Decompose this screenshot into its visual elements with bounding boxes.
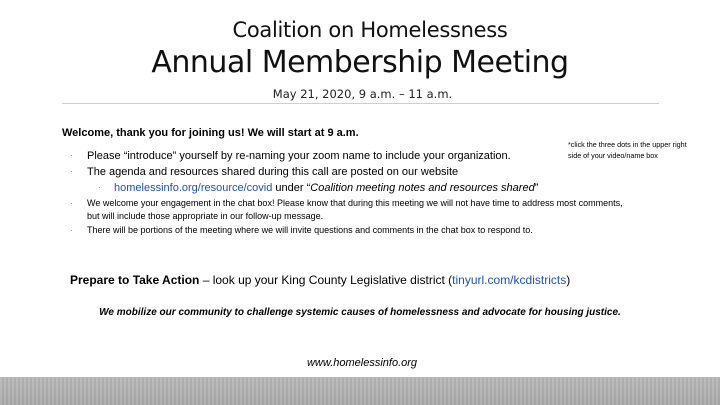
footer-texture — [0, 377, 720, 405]
action-close: ) — [566, 273, 571, 287]
list-item-text: There will be portions of the meeting where we will invite questions and comments in the chat box to respond to. — [87, 225, 533, 235]
action-text: – look up your King County Legislative district ( — [199, 273, 453, 287]
subitem-text: under “ — [272, 182, 311, 194]
mission-statement: We mobilize our community to challenge systemic causes of homelessness and advocate for housing justice. — [99, 307, 621, 318]
list-item-text: We welcome your engagement in the chat box! Please know that during this meeting we will not have time to address most comments, but will include those appropriate in our follow-up message. — [87, 198, 623, 221]
bullet-icon: · — [70, 226, 73, 235]
page-title: Annual Membership Meeting — [151, 45, 569, 80]
welcome-message: Welcome, thank you for joining us! We will start at 9 a.m. — [62, 127, 359, 139]
side-note: *click the three dots in the upper right side of your video/name box — [568, 140, 687, 160]
action-line — [70, 273, 570, 287]
subitem-end: ” — [534, 182, 539, 194]
resource-link[interactable]: homelessinfo.org/resource/covid — [114, 182, 273, 194]
bullet-icon: · — [70, 167, 73, 176]
instruction-list — [70, 148, 630, 237]
action-heading: Prepare to Take Action — [70, 273, 200, 287]
website-url[interactable]: www.homelessinfo.org — [306, 357, 418, 369]
bullet-icon: · — [70, 199, 73, 208]
list-subitem — [70, 180, 630, 196]
meeting-date: May 21, 2020, 9 a.m. – 11 a.m. — [272, 87, 453, 101]
divider — [62, 103, 659, 104]
list-item — [70, 197, 630, 223]
org-name: Coalition on Homelessness — [232, 18, 508, 42]
bullet-icon: · — [70, 151, 73, 160]
district-link[interactable]: tinyurl.com/kcdistricts — [452, 273, 567, 287]
bullet-icon: · — [98, 183, 101, 192]
list-item — [70, 224, 630, 237]
list-item — [70, 148, 630, 164]
list-item — [70, 164, 630, 180]
list-item-text: Please “introduce” yourself by re-naming your zoom name to include your organization. — [87, 150, 511, 162]
subitem-italic: Coalition meeting notes and resources shared — [310, 182, 535, 194]
list-item-text: The agenda and resources shared during this call are posted on our website — [87, 166, 459, 178]
